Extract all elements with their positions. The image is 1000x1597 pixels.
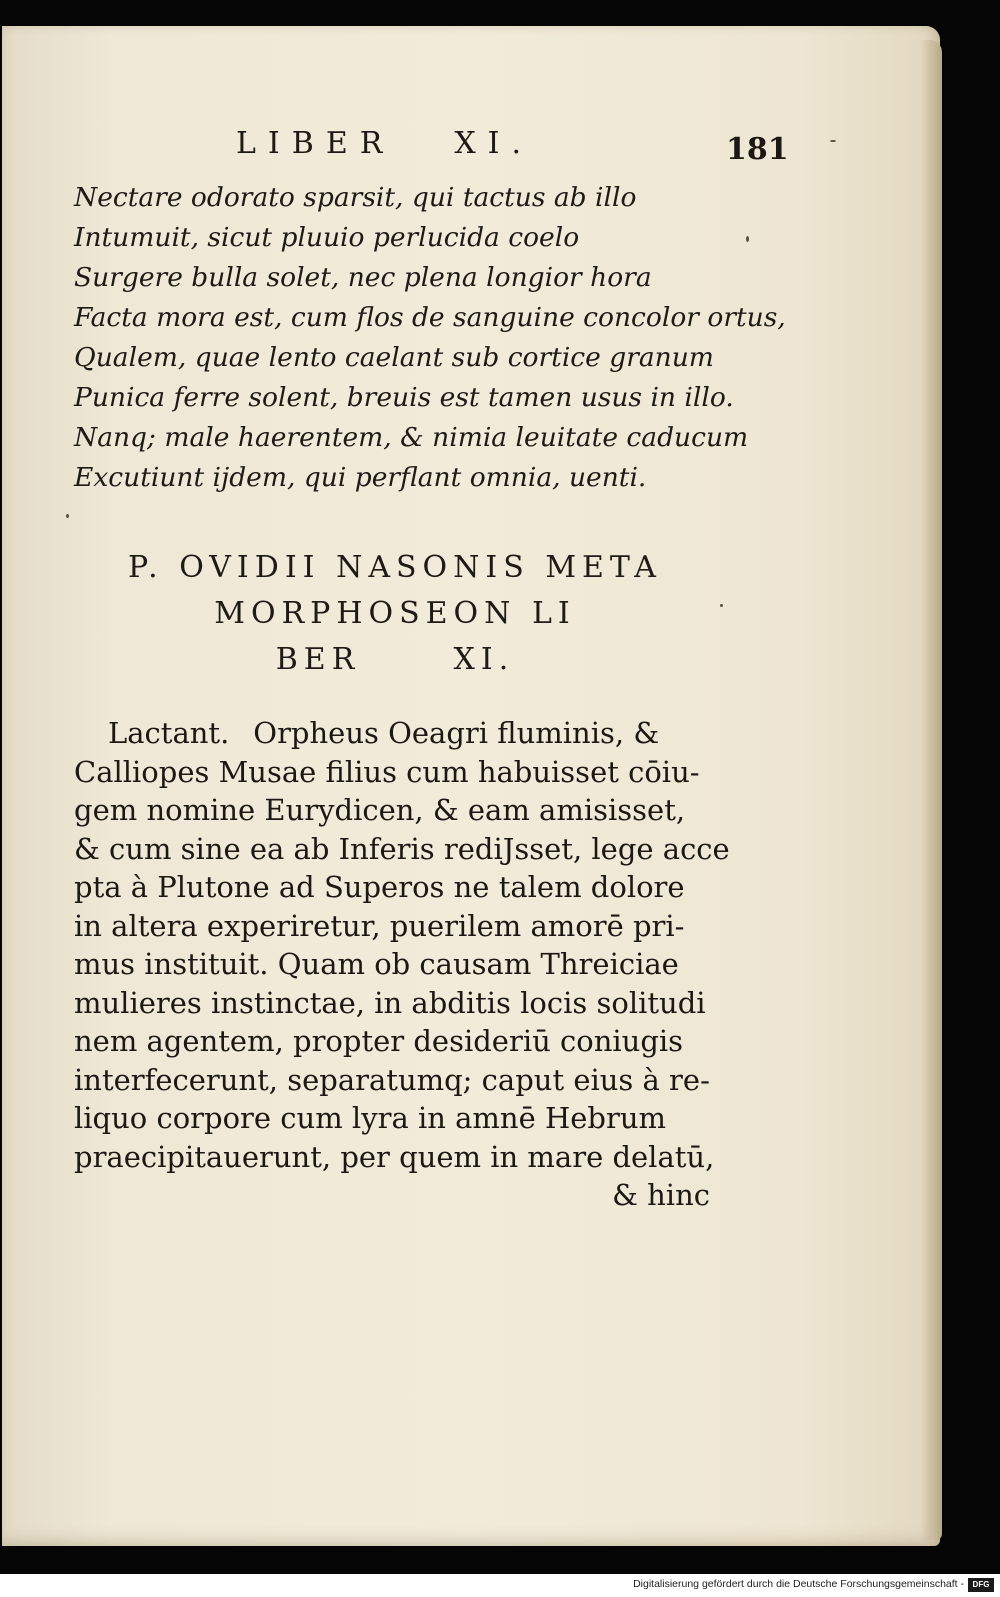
verse-line: Intumuit, sicut pluuio perlucida coelo	[74, 222, 580, 253]
running-head-number: XI.	[454, 126, 534, 161]
dfg-logo: DFG	[968, 1578, 994, 1592]
commentary-line: praecipitauerunt, per quem in mare delatū,	[74, 1139, 715, 1174]
verse-line: Facta mora est, cum flos de sanguine concolor ortus,	[74, 302, 786, 333]
commentary-line: interfecerunt, separatumq; caput eius à re-	[74, 1062, 710, 1097]
commentary-block	[74, 714, 730, 1215]
verse-line: Surgere bulla solet, nec plena longior hora	[74, 262, 652, 293]
page-number: 181	[726, 132, 789, 167]
paper-speck	[720, 604, 723, 607]
verse-line: Qualem, quae lento caelant sub cortice granum	[74, 342, 714, 373]
verse-line: Excutiunt ijdem, qui perflant omnia, uenti.	[74, 462, 647, 493]
commentary-line: gem nomine Eurydicen, & eam amisisset,	[74, 793, 686, 827]
book-title	[70, 545, 720, 683]
running-head-book: LIBER	[236, 126, 395, 161]
commentary-line: liquo corpore cum lyra in amnē Hebrum	[74, 1101, 667, 1135]
verse-line: Punica ferre solent, breuis est tamen usus in illo.	[74, 382, 734, 413]
commentary-line: in altera experiretur, puerilem amorē pri-	[74, 908, 685, 943]
verse-line: Nanq; male haerentem, & nimia leuitate caducum	[74, 422, 749, 453]
commentary-line: pta à Plutone ad Superos ne talem dolore	[74, 870, 685, 904]
catchword: & hinc	[612, 1178, 710, 1212]
commentary-line: & cum sine ea ab Inferis rediJsset, lege acce	[74, 831, 730, 866]
commentary-line	[74, 714, 724, 753]
book-title-line: MORPHOSEON LI	[214, 596, 576, 631]
book-title-line: BER XI.	[275, 642, 515, 677]
commentary-line: nem agentem, propter desideriū coniugis	[74, 1024, 684, 1058]
credit-bar	[0, 1574, 1000, 1597]
verse-line: Nectare odorato sparsit, qui tactus ab illo	[74, 182, 637, 213]
commentary-line: mus instituit. Quam ob causam Threiciae	[74, 947, 679, 981]
paper-speck	[66, 514, 69, 518]
commentary-lead: Lactant.	[108, 716, 230, 750]
verse-block	[74, 178, 786, 498]
commentary-line: Calliopes Musae filius cum habuisset cōiu-	[74, 754, 700, 789]
book-title-line: P. OVIDII NASONIS META	[128, 550, 662, 585]
commentary-line: mulieres instinctae, in abditis locis solitudi	[74, 985, 706, 1020]
running-head	[236, 126, 533, 161]
paper-speck	[830, 140, 836, 142]
page-edge	[920, 40, 942, 1540]
commentary-text: Orpheus Oeagri fluminis, &	[253, 716, 660, 750]
credit-text: Digitalisierung gefördert durch die Deutsche Forschungsgemeinschaft -	[633, 1578, 964, 1590]
